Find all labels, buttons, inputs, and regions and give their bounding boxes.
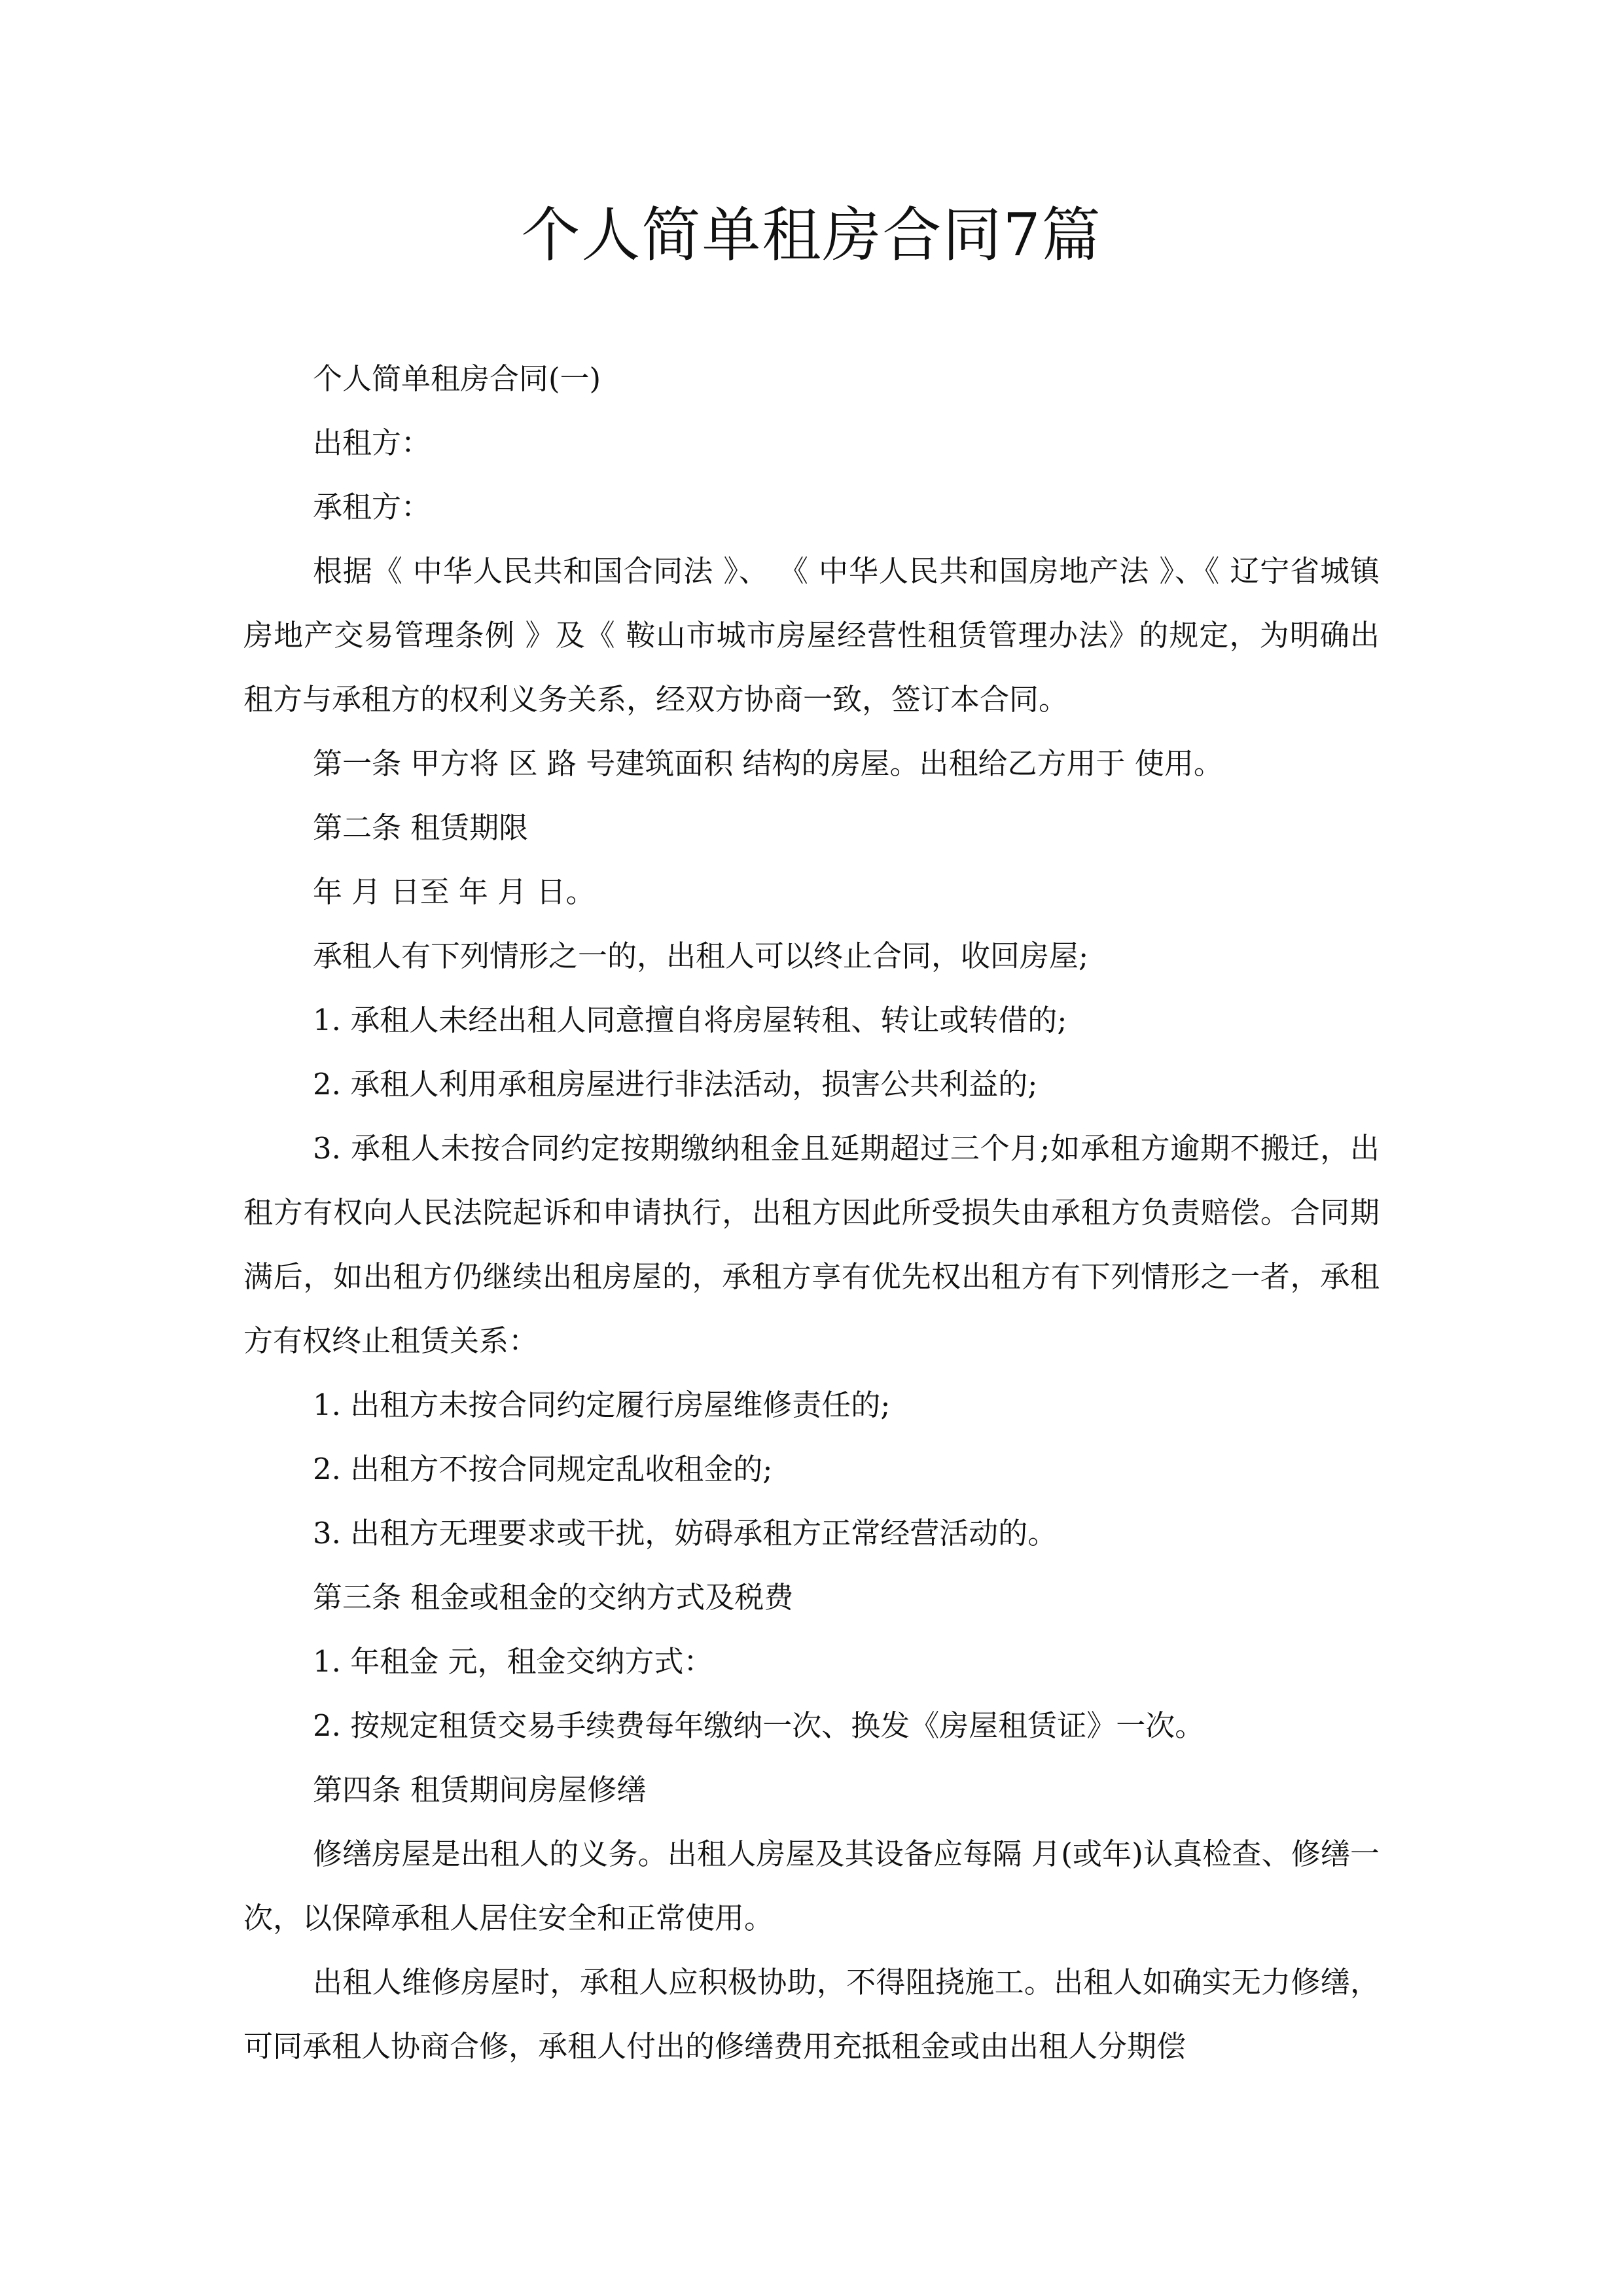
document-title: 个人简单租房合同7篇: [521, 201, 1102, 270]
paragraph-termination-item-3: 3. 承租人未按合同约定按期缴纳租金且延期超过三个月;如承租方逾期不搬迁，出租方有权向人民法院起诉和申请执行，出租方因此所受损失由承租方负责赔偿。合同期满后，如出租方仍继续出租房屋的，承租方享有优先权出租方有下列情形之一者，承租方有权终止租赁关系：: [243, 1131, 1380, 1358]
paragraph-termination-intro: 承租人有下列情形之一的，出租人可以终止合同，收回房屋;: [313, 939, 1089, 973]
paragraph-article-1: 第一条 甲方将 区 路 号建筑面积 结构的房屋。出租给乙方用于 使用。: [313, 746, 1223, 781]
paragraph-article-2-heading: 第二条 租赁期限: [313, 810, 529, 845]
paragraph-repair-cooperation: 出租人维修房屋时，承租人应积极协助，不得阻挠施工。出租人如确实无力修缮，可同承租人协商合修，承租人付出的修缮费用充抵租金或由出租人分期偿: [243, 1965, 1380, 2064]
paragraph-lease-dates: 年 月 日至 年 月 日。: [313, 874, 596, 909]
paragraph-lessor: 出租方：: [313, 425, 431, 460]
paragraph-legal-basis: 根据《 中华人民共和国合同法 》、 《 中华人民共和国房地产法 》、《 辽宁省城镇房地产交易管理条例 》及《 鞍山市城市房屋经营性租赁管理办法》的规定，为明确出租方与承租方的权利义务关系，经双方协商一致，签订本合同。: [243, 554, 1380, 717]
document-body: [243, 347, 1380, 2079]
paragraph-article-4-heading: 第四条 租赁期间房屋修缮: [313, 1772, 647, 1807]
paragraph-termination-item-2: 2. 承租人利用承租房屋进行非法活动，损害公共利益的;: [313, 1067, 1038, 1102]
paragraph-lessee-right-2: 2. 出租方不按合同规定乱收租金的;: [313, 1452, 773, 1486]
paragraph-lessee-right-1: 1. 出租方未按合同约定履行房屋维修责任的;: [313, 1388, 891, 1422]
paragraph-repair-duty: 修缮房屋是出租人的义务。出租人房屋及其设备应每隔 月(或年)认真检查、修缮一次，以保障承租人居住安全和正常使用。: [243, 1837, 1380, 1935]
paragraph-termination-item-1: 1. 承租人未经出租人同意擅自将房屋转租、转让或转借的;: [313, 1003, 1067, 1037]
paragraph-lessee-right-3: 3. 出租方无理要求或干扰，妨碍承租方正常经营活动的。: [313, 1516, 1058, 1551]
paragraph-rent-item-2: 2. 按规定租赁交易手续费每年缴纳一次、换发《房屋租赁证》一次。: [313, 1708, 1205, 1743]
paragraph-lessee: 承租方：: [313, 490, 431, 524]
paragraph-article-3-heading: 第三条 租金或租金的交纳方式及税费: [313, 1580, 794, 1615]
paragraph-rent-item-1: 1. 年租金 元，租金交纳方式：: [313, 1644, 713, 1679]
paragraph-heading-contract-one: 个人简单租房合同(一): [313, 361, 601, 396]
